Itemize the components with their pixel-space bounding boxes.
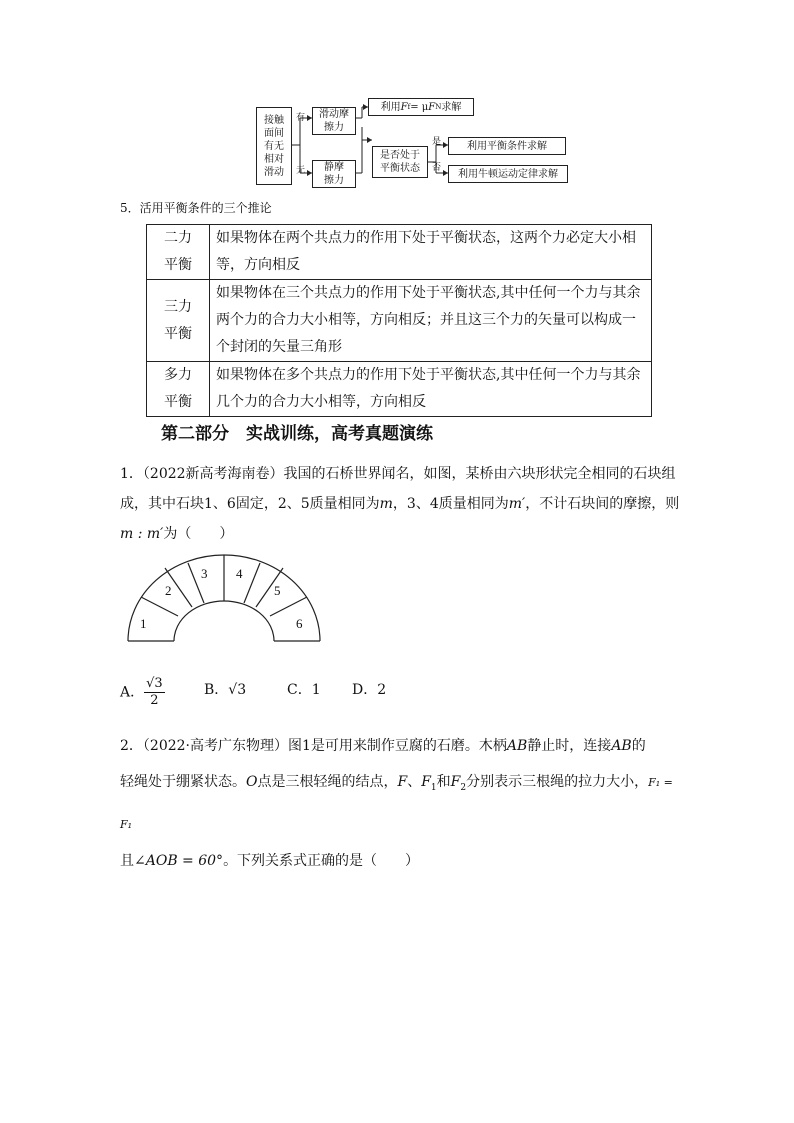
q1-option-b[interactable]: B．√3	[204, 682, 247, 698]
formula-f: F	[400, 101, 408, 113]
q2-line-3	[120, 843, 680, 879]
rule-text-three-force: 如果物体在三个共点力的作用下处于平衡状态,其中任何一个力与其余两个力的合力大小相等，方向相反；并且这三个力的矢量可以构成一个封闭的矢量三角形	[210, 280, 652, 362]
flowchart-newton-method-box: 利用牛顿运动定律求解	[448, 165, 568, 183]
q2-line-2: 轻绳处于绷紧状态。O点是三根轻绳的结点，F、$F_1$和$F_2$分别表示三根绳的拉力大小，F₁ = F₁	[120, 774, 673, 831]
flowchart-formula-box	[368, 98, 474, 116]
stone-label-5: 5	[274, 583, 281, 598]
q2-var-f: F	[397, 774, 408, 790]
formula-n-sub: N	[435, 102, 442, 111]
balance-rules-table	[146, 224, 652, 417]
q2-line2-c: 和	[436, 774, 451, 790]
q2-line-1	[120, 728, 680, 764]
rule-key-three-force: 三力 平衡	[147, 280, 210, 362]
table-row	[147, 225, 652, 280]
flowchart-balance-question-box: 是否处于 平衡状态	[372, 146, 428, 178]
question-1-text	[120, 459, 680, 549]
q1-text-d: 为（ ）	[163, 526, 234, 542]
q2-line2-a: 轻绳处于绷紧状态。	[120, 774, 246, 790]
stone-label-2: 2	[165, 583, 172, 598]
q2-line3-a: 且	[120, 852, 134, 869]
table-row	[147, 280, 652, 362]
q1-var-m: m	[379, 496, 393, 512]
q1-option-c[interactable]: C．1	[287, 682, 321, 698]
flowchart-label-not: 否	[432, 163, 442, 173]
q2-line1-b: 静止时，连接	[527, 738, 612, 754]
flowchart-label-is: 是	[432, 137, 442, 147]
stone-label-6: 6	[296, 616, 303, 631]
section5-title: 5．活用平衡条件的三个推论	[120, 201, 272, 215]
q1-text-a: 1．（2022新高考海南卷）我国的石桥世界闻名，如图，某桥由六块形状完全相同的石块组成，其中石块1、6固定，2、5质量相同为	[120, 466, 676, 512]
q2-line1-a: 2．（2022·高考广东物理）图1是可用来制作豆腐的石磨。木柄	[120, 738, 507, 754]
formula-n: F	[428, 101, 436, 113]
rule-key-two-force: 二力 平衡	[147, 225, 210, 280]
q2-var-ab-1: AB	[506, 738, 528, 754]
formula-prefix: 利用	[380, 101, 401, 113]
q2-var-o: O	[246, 774, 258, 790]
flowchart-label-no: 无	[296, 166, 306, 176]
flowchart-label-yes: 有	[296, 113, 306, 123]
q1-option-a[interactable]	[120, 676, 165, 709]
part2-heading: 第二部分 实战训练，高考真题演练	[161, 424, 433, 444]
q1-text-b: ，3、4质量相同为	[392, 496, 509, 512]
rule-key-multi-force: 多力 平衡	[147, 362, 210, 417]
table-row	[147, 362, 652, 417]
stone-label-4: 4	[236, 566, 243, 581]
q1-option-a-numerator: √3	[146, 676, 163, 691]
q1-var-m-prime: m′	[508, 496, 526, 512]
q2-line2-d: 分别表示三根绳的拉力大小，	[466, 774, 649, 790]
formula-suffix: 求解	[441, 101, 462, 113]
q1-option-a-denominator: 2	[150, 693, 159, 708]
q2-var-ab-2: AB	[611, 738, 632, 754]
q2-var-f2-sub: 2	[460, 782, 467, 793]
rule-text-two-force: 如果物体在两个共点力的作用下处于平衡状态，这两个力必定大小相等，方向相反	[210, 225, 652, 280]
q1-ratio: m : m′	[120, 526, 164, 542]
rule-text-multi-force: 如果物体在多个共点力的作用下处于平衡状态,其中任何一个力与其余几个力的合力大小相等，方向相反	[210, 362, 652, 417]
flowchart-sliding-friction-box: 滑动摩 擦力	[312, 107, 356, 135]
q1-option-a-label: A．	[120, 684, 145, 701]
flowchart-start-box: 接触 面间 有无 相对 滑动	[256, 107, 292, 185]
q2-equation: F₁ = F₁	[120, 776, 673, 831]
stone-bridge-figure	[124, 552, 324, 644]
stone-label-3: 3	[201, 566, 208, 581]
stone-label-1: 1	[140, 616, 147, 631]
q2-var-f2: F	[450, 774, 461, 790]
q1-option-a-fraction	[144, 676, 165, 709]
q2-var-f1-sub: 1	[430, 782, 437, 793]
flowchart-static-friction-box: 静摩 擦力	[312, 160, 356, 188]
formula-eq: = μ	[410, 101, 429, 113]
q1-text-c: ，不计石块间的摩擦，则	[525, 496, 680, 512]
q2-angle: ∠AOB = 60°	[134, 852, 224, 869]
q1-option-d[interactable]: D．2	[352, 682, 387, 698]
q2-line2-b: 点是三根轻绳的结点，	[257, 774, 398, 790]
question-2-text	[120, 728, 680, 879]
formula-f-sub: f	[407, 102, 411, 111]
q2-line3-b: 。下列关系式正确的是（ ）	[223, 852, 420, 869]
q2-var-f1: F	[421, 774, 431, 790]
flowchart-balance-method-box: 利用平衡条件求解	[448, 137, 566, 155]
q2-line1-c: 的	[631, 738, 646, 754]
